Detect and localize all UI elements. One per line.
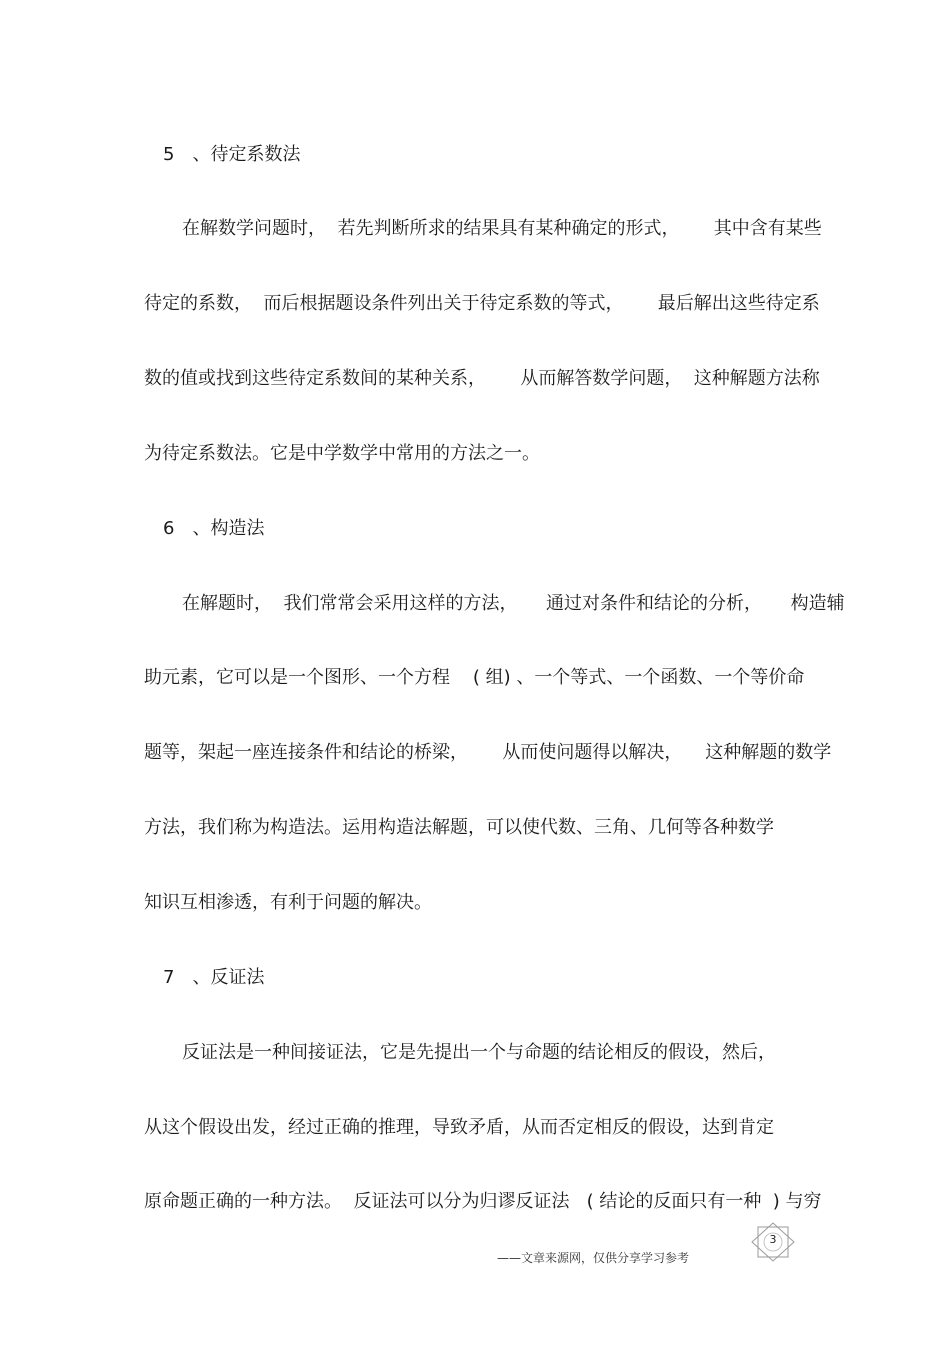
page-number-badge <box>750 1222 796 1262</box>
footer-source-note: ——文章来源网，仅供分享学习参考 <box>497 1251 690 1265</box>
paragraph-line: 数的值或找到这些待定系数间的某种关系， 从而解答数学问题， 这种解题方法称 <box>144 368 820 389</box>
paragraph-line: 题等，架起一座连接条件和结论的桥梁， 从而使问题得以解决， 这种解题的数学 <box>144 742 832 763</box>
paragraph-line: 从这个假设出发，经过正确的推理，导致矛盾，从而否定相反的假设，达到肯定 <box>144 1117 774 1138</box>
section-heading-5: 5 、待定系数法 <box>163 144 301 165</box>
paragraph-line: 知识互相渗透，有利于问题的解决。 <box>144 892 432 913</box>
paragraph-line: 助元素，它可以是一个图形、一个方程 ( 组) 、一个等式、一个函数、一个等价命 <box>144 667 805 688</box>
paragraph-line: 原命题正确的一种方法。 反证法可以分为归谬反证法 ( 结论的反面只有一种 ) 与穷 <box>144 1191 822 1212</box>
page-number: 3 <box>769 1233 777 1246</box>
paragraph-line: 待定的系数， 而后根据题设条件列出关于待定系数的等式， 最后解出这些待定系 <box>144 293 820 314</box>
paragraph-line: 在解题时， 我们常常会采用这样的方法， 通过对条件和结论的分析， 构造辅 <box>182 593 845 614</box>
section-heading-6: 6 、构造法 <box>163 518 265 539</box>
paragraph-line: 为待定系数法。它是中学数学中常用的方法之一。 <box>144 443 540 464</box>
paragraph-line: 在解数学问题时， 若先判断所求的结果具有某种确定的形式， 其中含有某些 <box>182 218 822 239</box>
paragraph-line: 反证法是一种间接证法，它是先提出一个与命题的结论相反的假设，然后， <box>182 1042 776 1063</box>
paragraph-line: 方法，我们称为构造法。运用构造法解题，可以使代数、三角、几何等各种数学 <box>144 817 774 838</box>
section-heading-7: 7 、反证法 <box>163 967 265 988</box>
